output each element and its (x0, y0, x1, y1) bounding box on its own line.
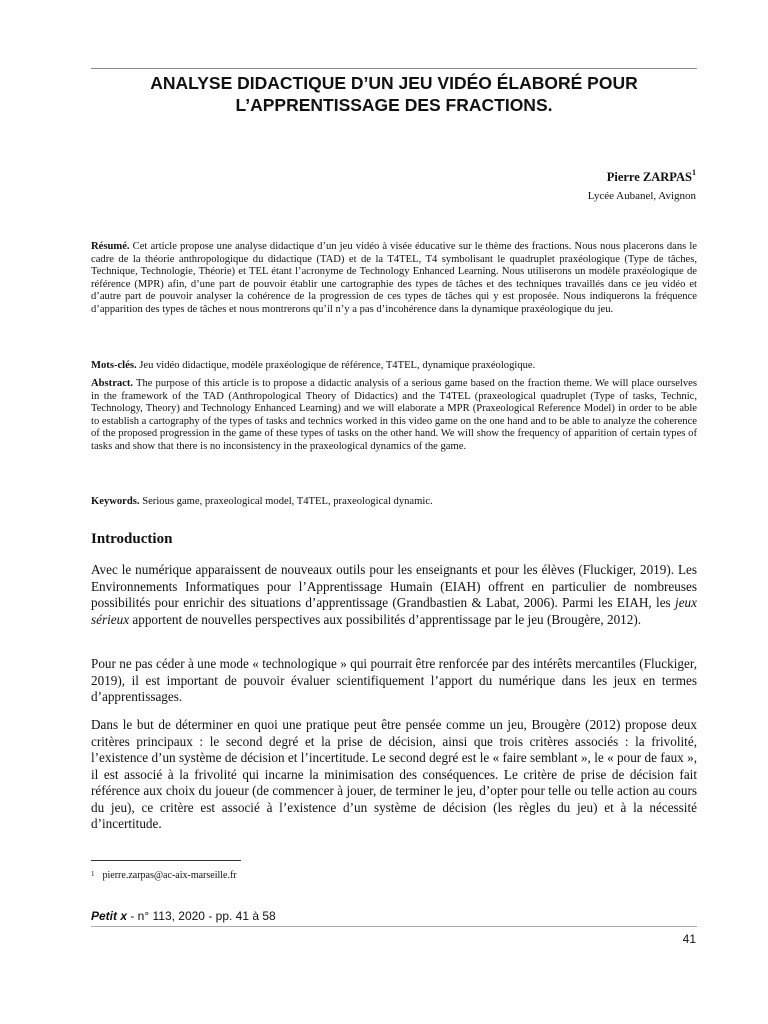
footnote-email[interactable]: pierre.zarpas@ac-aix-marseille.fr (102, 870, 237, 881)
title-line-1: ANALYSE DIDACTIQUE D’UN JEU VIDÉO ÉLABORÉ POUR (150, 73, 638, 93)
resume-paragraph (91, 241, 697, 316)
abstract-text: The purpose of this article is to propose a didactic analysis of a serious game based on the fraction theme. We will place ourselves in the framework of the TAD (Anthropological Theory of Didactics) and the T4TEL (praxeological quadruplet (Type of tasks, Technic, Technology, Theory) and Technology Enhanced Learning) and we will elaborate a MPR (Praxeological Reference Model) in order to be able to establish a cartography of the types of tasks and technics worked in this video game on the one hand and to be able to analyze the coherence of the proposed progression in the game of these types of tasks on the other hand. We will show the frequency of apparition of certain types of tasks and show that there is no inconsistency in the praxeological dynamics of the game. (91, 378, 697, 452)
intro-p1-end: apportent de nouvelles perspectives aux possibilités d’apprentissage par le jeu (Brougère, 2012). (129, 611, 642, 627)
paper-title (91, 72, 697, 116)
journal-details: - n° 113, 2020 - pp. 41 à 58 (127, 909, 276, 923)
author-name-text: Pierre ZARPAS (606, 170, 692, 184)
footnote-rule (91, 860, 241, 861)
keywords-paragraph (91, 496, 697, 509)
intro-paragraph-3: Dans le but de déterminer en quoi une pratique peut être pensée comme un jeu, Brougère (2012) propose deux critères principaux : le second degré et la prise de décision, ainsi que trois critères associés : la frivolité, l’existence d’un système de décision et l’incertitude. Le second degré est le « faire semblant », le « pour de faux », il est associé à la frivolité qui incarne la minimisation des conséquences. Le critère de prise de décision fait référence aux choix du joueur (de commencer à jouer, de terminer le jeu, d’opter pour telle ou telle action au cours du jeu), ce critère est associé à l’existence d’un système de décision (les règles du jeu) et à la nécessité d’incertitude. (91, 717, 697, 831)
journal-name: Petit x (91, 909, 128, 923)
header-rule (91, 68, 697, 69)
footer-rule (91, 926, 697, 927)
footnote (91, 870, 237, 881)
author-name (607, 170, 696, 185)
keywords-label: Keywords. (91, 496, 140, 507)
abstract-label: Abstract. (91, 378, 134, 389)
resume-text: Cet article propose une analyse didactique d’un jeu vidéo à visée éducative sur le thème des fractions. Nous nous placerons dans le cadre de la théorie anthropologique du didactique (TAD) et de la T4TEL, T4 symbolisant le quadruplet praxéologique (Type de tâches, Technique, Technologie, Théorie) et TEL étant l’acronyme de Technology Enhanced Learning. Nous utiliserons un modèle praxéologique de référence (MPR) afin, d’une part de pouvoir établir une cartographie des types de tâches et des techniques travaillés dans ce jeu vidéo et d’autre part de pouvoir analyser la cohérence de la progression de ces types de tâches qui y est proposée. Nous indiquerons la fréquence d’apparition des types de tâches et nous montrerons qu’il n’y a pas d’incohérence dans la dynamique praxéologique du jeu. (91, 241, 697, 315)
page-number: 41 (682, 932, 696, 946)
intro-paragraph-1 (91, 562, 697, 628)
author-footnote-mark[interactable]: 1 (692, 168, 696, 177)
mots-cles-label: Mots-clés. (91, 360, 137, 371)
title-line-2: L’APPRENTISSAGE DES FRACTIONS. (235, 95, 553, 115)
intro-p1-emphasis: jeux sérieux (91, 595, 697, 627)
mots-cles-paragraph (91, 360, 697, 373)
keywords-text: Serious game, praxeological model, T4TEL, praxeological dynamic. (139, 496, 433, 507)
mots-cles-text: Jeu vidéo didactique, modèle praxéologique de référence, T4TEL, dynamique praxéologique. (136, 360, 536, 371)
journal-reference (91, 909, 276, 923)
intro-p1-start: Avec le numérique apparaissent de nouveaux outils pour les enseignants et pour les élèves (Fluckiger, 2019). Les Environnements Informatiques pour l’Apprentissage Humain (EIAH) offrent en particulier de nombreuses possibilités pour enrichir des situations d’apprentissage (Grandbastien & Labat, 2006). Parmi les EIAH, les (91, 562, 697, 610)
resume-label: Résumé. (91, 241, 130, 252)
footnote-mark: 1 (91, 870, 95, 878)
author-affiliation: Lycée Aubanel, Avignon (587, 190, 696, 202)
introduction-heading: Introduction (91, 531, 173, 547)
abstract-paragraph (91, 378, 697, 453)
intro-paragraph-2: Pour ne pas céder à une mode « technologique » qui pourrait être renforcée par des intérêts mercantiles (Fluckiger, 2019), il est important de pouvoir évaluer scientifiquement l’apport du numérique dans les jeux en termes d’apprentissages. (91, 656, 697, 704)
